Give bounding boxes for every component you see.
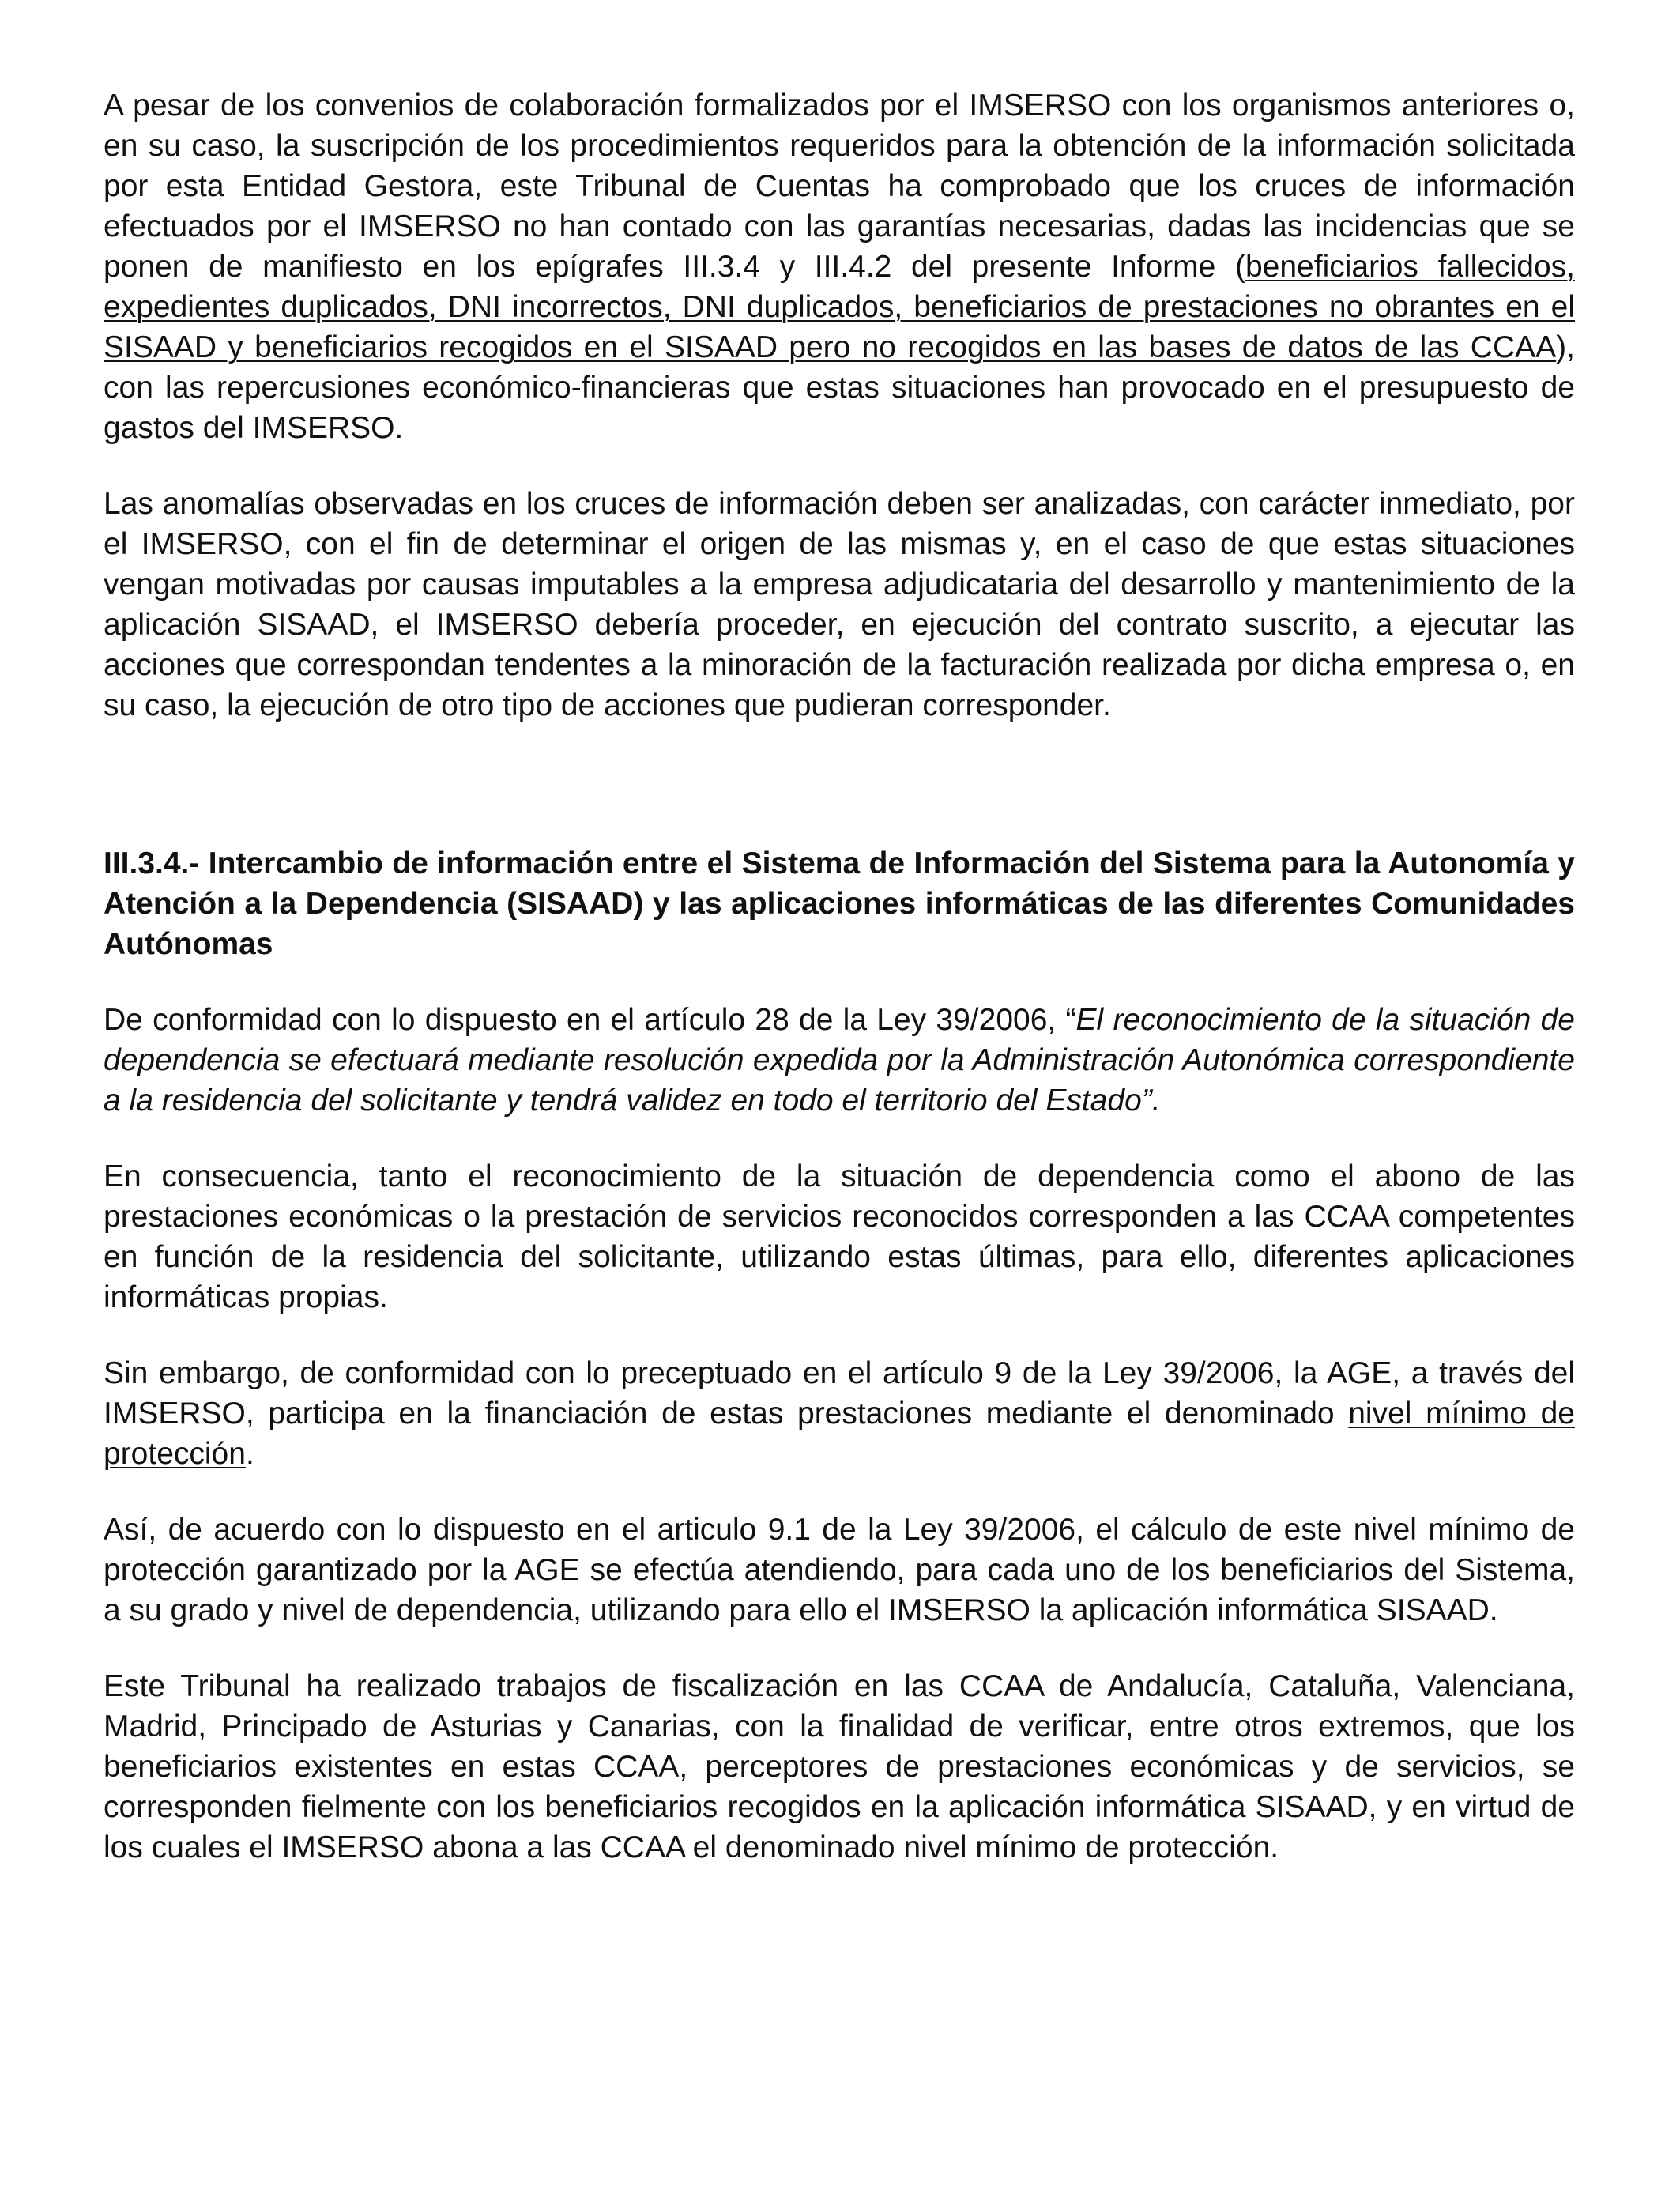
paragraph-calculo-nivel-minimo: Así, de acuerdo con lo dispuesto en el articulo 9.1 de la Ley 39/2006, el cálculo de este nivel mínimo de protección garantizado por la AGE se efectúa atendiendo, para cada uno de los beneficiarios del Sistema, a su grado y nivel de dependencia, utilizando para ello el IMSERSO la aplicación informática SISAAD. xyxy=(104,1513,1575,1627)
section-heading: III.3.4.- Intercambio de información entre el Sistema de Información del Sistema para la Autonomía y Atención a la Dependencia (SISAAD) y las aplicaciones informáticas de las diferentes Comunidades Autónomas xyxy=(104,846,1575,961)
paragraph-anomalias: Las anomalías observadas en los cruces de información deben ser analizadas, con carácter inmediato, por el IMSERSO, con el fin de determinar el origen de las mismas y, en el caso de que estas situaciones vengan motivadas por causas imputables a la empresa adjudicataria del desarrollo y mantenimiento de la aplicación SISAAD, el IMSERSO debería proceder, en ejecución del contrato suscrito, a ejecutar las acciones que correspondan tendentes a la minoración de la facturación realizada por dicha empresa o, en su caso, la ejecución de otro tipo de acciones que pudieran corresponder. xyxy=(104,487,1575,722)
paragraph-text: Sin embargo, de conformidad con lo preceptuado en el artículo 9 de la Ley 39/2006, la AGE, a través del IMSERSO, participa en la financiación de estas prestaciones mediante el denominado xyxy=(104,1356,1575,1431)
paragraph-text: . xyxy=(245,1437,254,1471)
italic-quote: El reconocimiento de la situación de dependencia se efectuará mediante resolución expedida por la Administración Autonómica correspondiente a la residencia del solicitante y tendrá validez en todo el territorio del Estado”. xyxy=(104,1003,1575,1118)
paragraph-cruces-informacion xyxy=(104,85,1575,448)
paragraph-ley-articulo-28 xyxy=(104,1000,1575,1121)
underlined-incidencias-list: beneficiarios fallecidos, expedientes duplicados, DNI incorrectos, DNI duplicados, beneficiarios de prestaciones no obrantes en el SISAAD y beneficiarios recogidos en el SISAAD pero no recogidos en las bases de datos de las CCAA xyxy=(104,250,1576,364)
paragraph-text: De conformidad con lo dispuesto en el artículo 28 de la Ley 39/2006, “ xyxy=(104,1003,1076,1037)
paragraph-text: ), con las repercusiones económico-financieras que estas situaciones han provocado en el presupuesto de gastos del IMSERSO. xyxy=(104,330,1575,445)
paragraph-consecuencia: En consecuencia, tanto el reconocimiento de la situación de dependencia como el abono de las prestaciones económicas o la prestación de servicios reconocidos corresponden a las CCAA competentes en función de la residencia del solicitante, utilizando estas últimas, para ello, diferentes aplicaciones informáticas propias. xyxy=(104,1159,1575,1314)
paragraph-text: A pesar de los convenios de colaboración formalizados por el IMSERSO con los organismos anteriores o, en su caso, la suscripción de los procedimientos requeridos para la obtención de la información solicitada por esta Entidad Gestora, este Tribunal de Cuentas ha comprobado que los cruces de información efectuados por el IMSERSO no han contado con las garantías necesarias, dadas las incidencias que se ponen de manifiesto en los epígrafes III.3.4 y III.4.2 del presente Informe ( xyxy=(104,89,1575,284)
paragraph-fiscalizacion-ccaa: Este Tribunal ha realizado trabajos de fiscalización en las CCAA de Andalucía, Cataluña, Valenciana, Madrid, Principado de Asturias y Canarias, con la finalidad de verificar, entre otros extremos, que los beneficiarios existentes en estas CCAA, perceptores de prestaciones económicas y de servicios, se corresponden fielmente con los beneficiarios recogidos en la aplicación informática SISAAD, y en virtud de los cuales el IMSERSO abona a las CCAA el denominado nivel mínimo de protección. xyxy=(104,1669,1575,1864)
underlined-nivel-minimo: nivel mínimo de protección xyxy=(104,1397,1575,1471)
paragraph-financiacion xyxy=(104,1353,1575,1474)
document-page xyxy=(104,85,1575,1868)
